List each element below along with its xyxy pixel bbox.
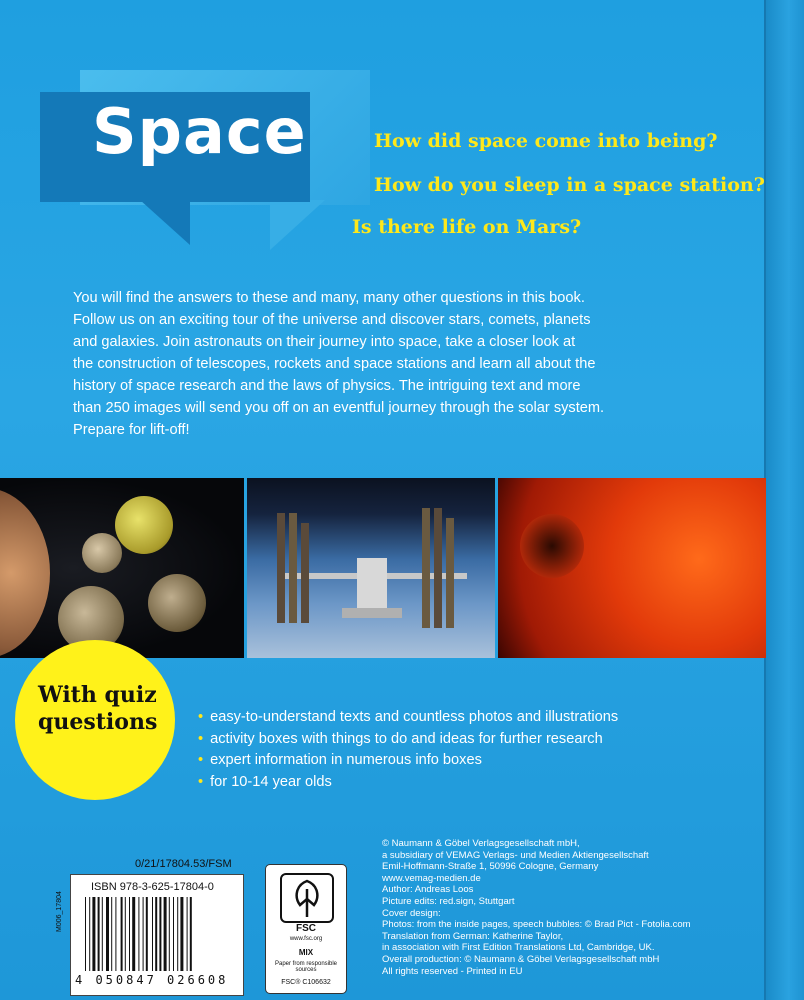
description: [73, 287, 733, 441]
barcode-bar: [177, 897, 178, 971]
bullet-icon: •: [198, 752, 204, 768]
io-image: [115, 496, 173, 554]
barcode-bar: [102, 897, 103, 971]
credit-line: All rights reserved - Printed in EU: [382, 965, 523, 977]
barcode-bar: [85, 897, 86, 971]
bullet-icon: •: [198, 773, 204, 790]
side-code: M006_17804: [56, 891, 63, 932]
barcode-bar: [173, 897, 174, 971]
space-station-photo: [247, 478, 495, 658]
barcode-bar: [138, 897, 139, 971]
feature-item: [198, 750, 618, 772]
feature-list: [198, 707, 618, 793]
credit-line: a subsidiary of VEMAG Verlags- und Medien Aktiengesellschaft: [382, 849, 649, 861]
europa-image: [82, 533, 122, 573]
credit-line: Overall production: © Naumann & Göbel Verlagsgesellschaft mbH: [382, 953, 660, 965]
feature-item: [198, 707, 618, 729]
planets-photo: [0, 478, 244, 658]
question-2: How do you sleep in a space station?: [374, 174, 765, 196]
feature-text: easy-to-understand texts and countless photos and illustrations: [210, 709, 619, 725]
description-line: and galaxies. Join astronauts on their journey into space, take a closer look at: [73, 334, 576, 350]
feature-text: expert information in numerous info boxes: [210, 752, 482, 768]
fsc-logo-text: FSC: [296, 923, 316, 934]
image-strip: [0, 478, 766, 658]
description-line: than 250 images will send you off on an eventful journey through the solar system.: [73, 400, 605, 416]
barcode: [70, 874, 244, 996]
barcode-bar: [111, 897, 112, 971]
fsc-tree-icon: [280, 873, 334, 923]
bubble-back-tail: [270, 200, 325, 250]
fsc-label: [265, 864, 347, 994]
credit-line: Cover design:: [382, 907, 441, 919]
barcode-bar: [115, 897, 116, 971]
quiz-badge-line: With quiz: [38, 682, 157, 708]
quiz-badge-text: [38, 682, 168, 736]
space-station-image: [247, 478, 495, 658]
barcode-bar: [146, 897, 148, 971]
title-speech-bubble: [40, 70, 370, 250]
book-title: Space: [92, 95, 307, 168]
feature-text: for 10-14 year olds: [210, 773, 332, 790]
product-code: 0/21/17804.53/FSM: [135, 858, 232, 870]
barcode-bar: [152, 897, 153, 971]
credit-line: www.vemag-medien.de: [382, 872, 481, 884]
barcode-bar: [92, 897, 95, 971]
credit-line: Photos: from the inside pages, speech bubbles: © Brad Pict - Fotolia.com: [382, 919, 691, 931]
barcode-bar: [143, 897, 144, 971]
jupiter-image: [0, 488, 50, 658]
credit-line: Author: Andreas Loos: [382, 884, 474, 896]
fsc-mix: MIX: [298, 948, 314, 957]
barcode-bar: [180, 897, 183, 971]
fsc-url: www.fsc.org: [289, 936, 323, 942]
barcode-bars: [83, 897, 233, 971]
isbn-text: ISBN 978-3-625-17804-0: [91, 881, 214, 893]
fsc-paper-text: Paper from responsible sources: [274, 961, 338, 973]
credit-line: Emil-Hoffmann-Straße 1, 50996 Cologne, Germany: [382, 861, 599, 873]
callisto-image: [148, 574, 206, 632]
quiz-badge-line: questions: [38, 709, 158, 735]
question-1: How did space come into being?: [374, 130, 718, 152]
barcode-bar: [155, 897, 157, 971]
fsc-license: FSC® C106632: [281, 979, 331, 986]
sun-photo: [498, 478, 766, 658]
barcode-bar: [190, 897, 192, 971]
bullet-icon: •: [198, 730, 204, 747]
barcode-bar: [125, 897, 126, 971]
description-line: You will find the answers to these and many, many other questions in this book.: [73, 290, 585, 306]
barcode-bar: [187, 897, 188, 971]
feature-item: [198, 772, 618, 794]
barcode-bar: [132, 897, 135, 971]
barcode-bar: [169, 897, 170, 971]
feature-text: activity boxes with things to do and ideas for further research: [210, 730, 603, 747]
bubble-front-tail: [140, 200, 190, 245]
description-line: Follow us on an exciting tour of the universe and discover stars, comets, planets: [73, 312, 591, 328]
question-3: Is there life on Mars?: [352, 216, 582, 238]
barcode-bar: [164, 897, 167, 971]
description-line: the construction of telescopes, rockets and space stations and learn all about the: [73, 356, 596, 372]
credit-line: Translation from German: Katherine Taylor,: [382, 930, 564, 942]
barcode-bar: [106, 897, 109, 971]
barcode-bar: [159, 897, 161, 971]
publisher-credits: [382, 838, 752, 977]
barcode-bar: [129, 897, 130, 971]
book-spine: [764, 0, 804, 1000]
barcode-bar: [98, 897, 100, 971]
credit-line: Picture edits: red.sign, Stuttgart: [382, 895, 515, 907]
barcode-bar: [89, 897, 90, 971]
bullet-icon: •: [198, 709, 204, 725]
sunspot-image: [520, 514, 584, 578]
credit-line: © Naumann & Göbel Verlagsgesellschaft mbH,: [382, 838, 580, 849]
feature-item: [198, 729, 618, 751]
barcode-digits: 4 050847 026608: [75, 973, 229, 987]
description-line: Prepare for lift-off!: [73, 422, 190, 438]
barcode-bar: [121, 897, 123, 971]
credit-line: in association with First Edition Translations Ltd, Cambridge, UK.: [382, 942, 655, 954]
description-line: history of space research and the laws of physics. The intriguing text and more: [73, 378, 581, 394]
